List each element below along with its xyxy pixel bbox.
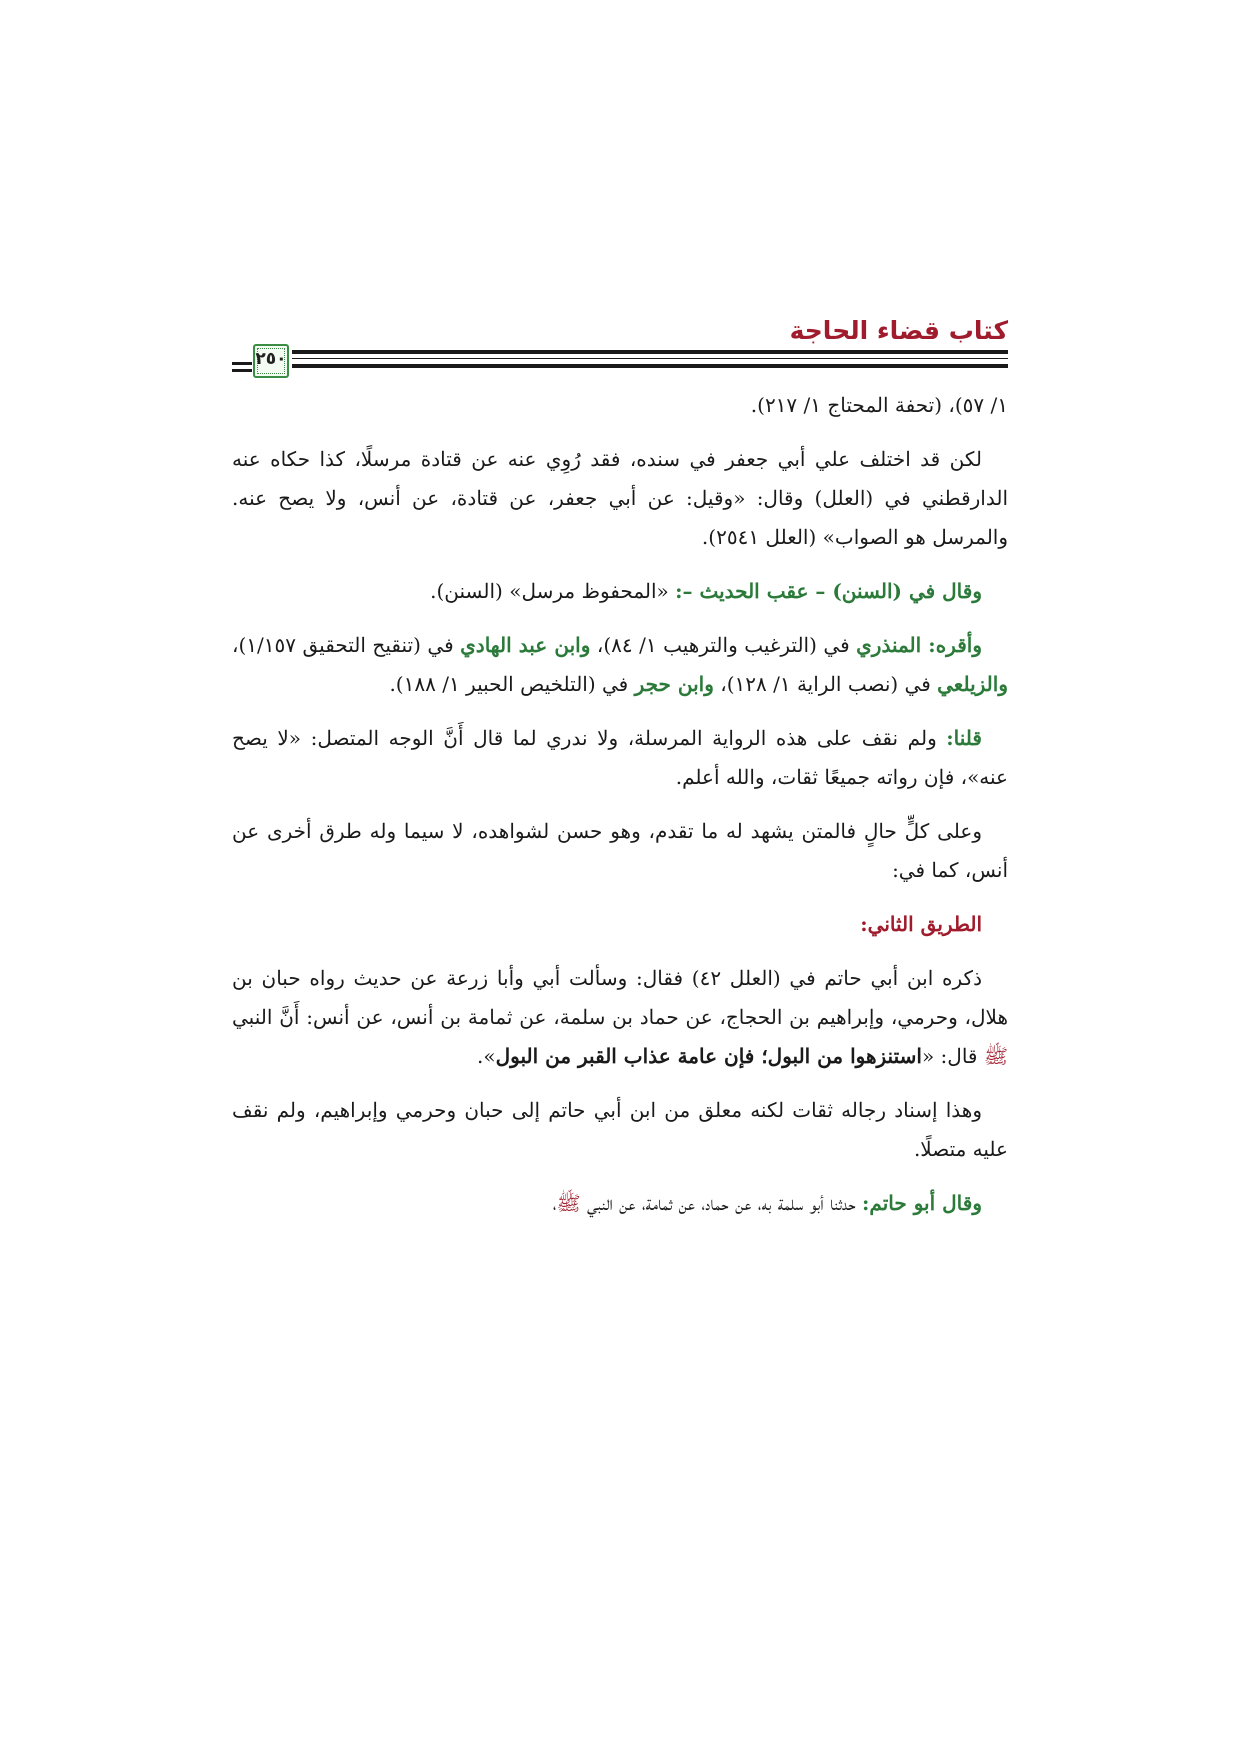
paragraph-sunan-quote bbox=[232, 572, 1008, 611]
header-rule-bottom bbox=[292, 364, 1008, 368]
paragraph-conclusion: وعلى كلٍّ حالٍ فالمتن يشهد له ما تقدم، وهو حسن لشواهده، لا سيما وله طرق أخرى عن أنس، كما في: bbox=[232, 819, 1008, 882]
salutation-symbol: ﷺ bbox=[556, 1191, 581, 1215]
paragraph-text: في (التلخيص الحبير ١/ ١٨٨). bbox=[389, 672, 635, 696]
paragraph-isnad-note: وهذا إسناد رجاله ثقات لكنه معلق من ابن أبي حاتم إلى حبان وحرمي وإبراهيم، ولم نقف عليه متصلًا. bbox=[232, 1098, 1008, 1161]
paragraph-text: «المحفوظ مرسل» (السنن). bbox=[430, 579, 676, 603]
paragraph-abu-hatim bbox=[232, 1184, 1008, 1223]
paragraph-disagreement: لكن قد اختلف علي أبي جعفر في سنده، فقد رُوِي عنه عن قتادة مرسلًا، كذا حكاه عنه الدارقطني في (العلل) وقال: «وقيل: عن أبي جعفر، عن قتادة، عن أنس، ولا يصح عنه. والمرسل هو الصواب» (العلل ٢٥٤١). bbox=[232, 447, 1008, 549]
running-head: كتاب قضاء الحاجة bbox=[789, 316, 1008, 345]
header-rule-top bbox=[292, 350, 1008, 354]
paragraph-second-route bbox=[232, 959, 1008, 1076]
header-rule-middle bbox=[292, 358, 1008, 359]
paragraph-citation-end: ١/ ٥٧)، (تحفة المحتاج ١/ ٢١٧). bbox=[750, 393, 1008, 417]
page-number-frame bbox=[253, 344, 289, 378]
paragraph-text: قال: « bbox=[921, 1044, 984, 1068]
paragraph-our-view bbox=[232, 719, 1008, 797]
paragraph-text: ، bbox=[552, 1191, 557, 1215]
paragraph-text: ». bbox=[477, 1044, 496, 1068]
header-rule-left-lower bbox=[232, 369, 252, 372]
scholar-name: والزيلعي bbox=[937, 672, 1008, 696]
header-rule-left-upper bbox=[232, 362, 252, 365]
hadith-text: استنزهوا من البول؛ فإن عامة عذاب القبر من البول bbox=[495, 1044, 922, 1068]
scholar-name: وأقره: المنذري bbox=[856, 633, 982, 657]
scholar-name: وقال في (السنن) – عقب الحديث –: bbox=[675, 579, 982, 603]
page-number: ٢٥٠ bbox=[255, 349, 287, 369]
paragraph-text: حدثنا أبو سلمة به، عن حماد، عن ثمامة، عن النبي bbox=[580, 1191, 863, 1215]
body-text bbox=[232, 386, 1008, 1238]
paragraph-endorsements bbox=[232, 626, 1008, 704]
label-qulna: قلنا: bbox=[946, 726, 982, 750]
paragraph-text: ذكره ابن أبي حاتم في (العلل ٤٢) فقال: وسألت أبي وأبا زرعة عن حديث رواه حبان بن هلال، وحرمي، وإبراهيم بن الحجاج، عن حماد بن سلمة، عن ثمامة بن أنس، عن أنس: أَنَّ النبي bbox=[232, 966, 1008, 1029]
scholar-name: وابن حجر bbox=[634, 672, 714, 696]
paragraph-text: ولم نقف على هذه الرواية المرسلة، ولا ندري لما قال أَنَّ الوجه المتصل: «لا يصح عنه»، فإن رواته جميعًا ثقات، والله أعلم. bbox=[232, 726, 1008, 789]
paragraph-text: في (نصب الراية ١/ ١٢٨)، bbox=[713, 672, 938, 696]
scholar-name: وقال أبو حاتم: bbox=[862, 1191, 982, 1215]
paragraph-text: في (الترغيب والترهيب ١/ ٨٤)، bbox=[590, 633, 857, 657]
paragraph-text: في (تنقيح التحقيق ١/١٥٧)، bbox=[232, 633, 461, 657]
salutation-symbol: ﷺ bbox=[983, 1044, 1008, 1068]
section-heading: الطريق الثاني: bbox=[860, 912, 982, 936]
scholar-name: وابن عبد الهادي bbox=[460, 633, 591, 657]
